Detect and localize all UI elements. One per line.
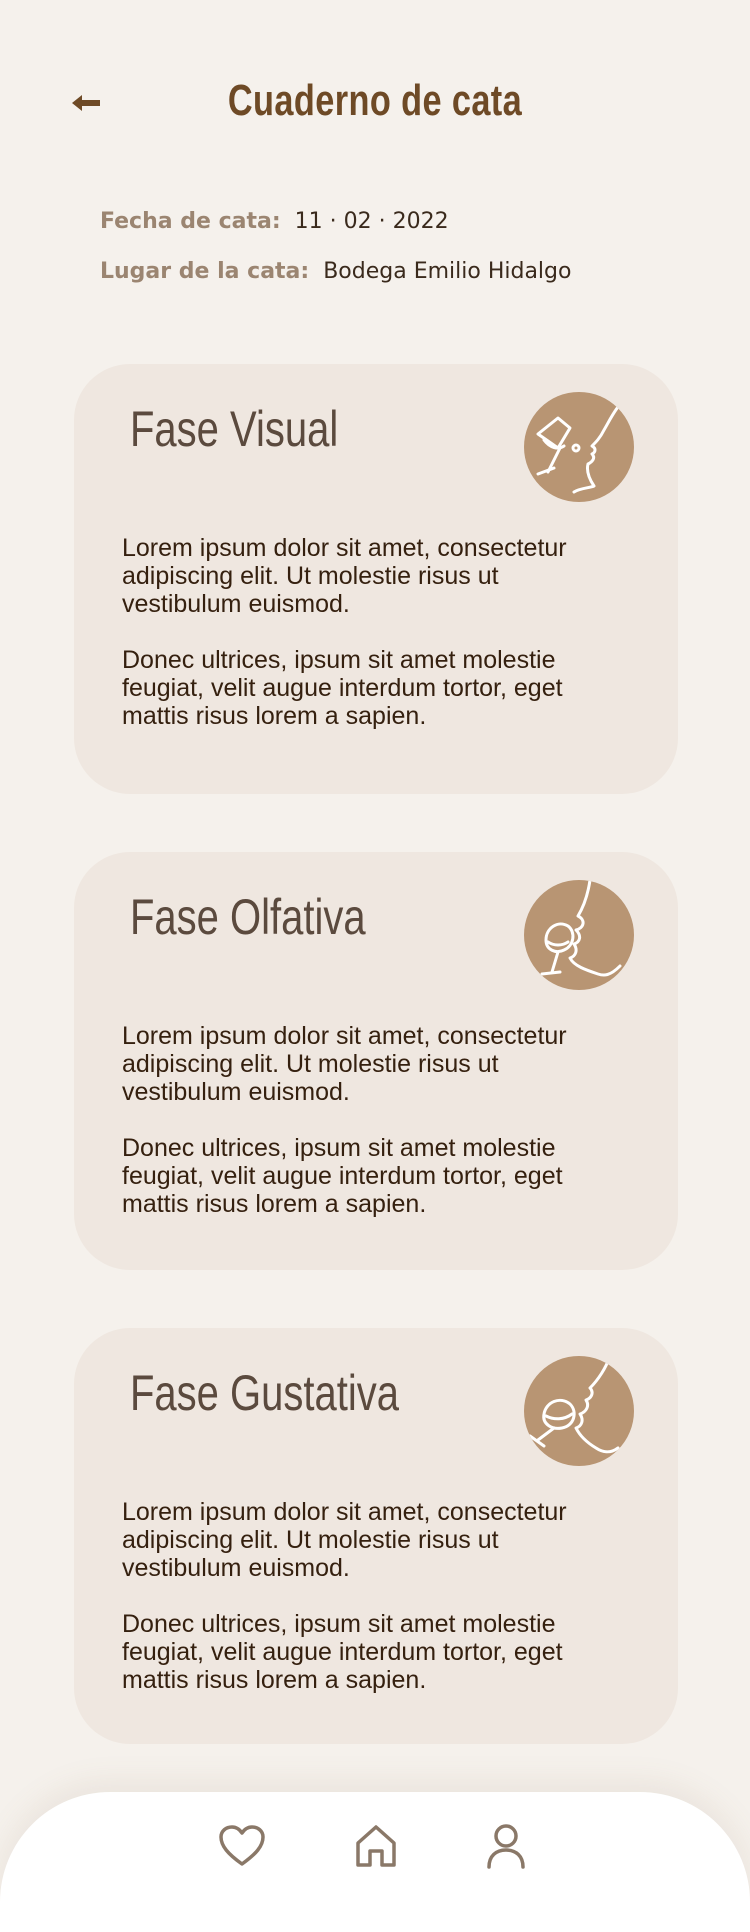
profile-button[interactable] — [478, 1818, 534, 1874]
place-label: Lugar de la cata: — [100, 258, 310, 284]
place-value: Bodega Emilio Hidalgo — [323, 258, 572, 284]
wine-glass-nose-icon — [524, 880, 634, 990]
bottom-nav — [0, 1792, 750, 1932]
wine-glass-eye-icon — [524, 392, 634, 502]
tasting-info — [100, 196, 571, 296]
card-paragraph: Donec ultrices, ipsum sit amet molestie feugiat, velit augue interdum tortor, eget mattis risus lorem a sapien. — [122, 646, 563, 730]
card-fase-olfativa[interactable] — [74, 852, 678, 1270]
card-title: Fase Olfativa — [130, 889, 366, 945]
card-paragraph: Lorem ipsum dolor sit amet, consectetur adipiscing elit. Ut molestie risus ut vestibulum euismod. — [122, 1498, 567, 1582]
card-paragraph: Lorem ipsum dolor sit amet, consectetur adipiscing elit. Ut molestie risus ut vestibulum euismod. — [122, 534, 567, 618]
card-paragraph: Donec ultrices, ipsum sit amet molestie feugiat, velit augue interdum tortor, eget mattis risus lorem a sapien. — [122, 1134, 563, 1218]
date-label: Fecha de cata: — [100, 208, 281, 234]
page-title: Cuaderno de cata — [227, 76, 523, 125]
user-icon — [485, 1823, 527, 1869]
card-paragraph: Lorem ipsum dolor sit amet, consectetur adipiscing elit. Ut molestie risus ut vestibulum euismod. — [122, 1022, 567, 1106]
home-icon — [354, 1823, 398, 1869]
home-button[interactable] — [348, 1818, 404, 1874]
wine-glass-mouth-icon — [524, 1356, 634, 1466]
card-paragraph: Donec ultrices, ipsum sit amet molestie feugiat, velit augue interdum tortor, eget mattis risus lorem a sapien. — [122, 1610, 563, 1694]
favorites-button[interactable] — [214, 1818, 270, 1874]
heart-icon — [218, 1824, 266, 1868]
card-text — [122, 1022, 608, 1246]
header — [0, 70, 750, 140]
card-fase-visual[interactable] — [74, 364, 678, 794]
date-row — [100, 196, 571, 246]
card-fase-gustativa[interactable] — [74, 1328, 678, 1744]
card-title: Fase Visual — [130, 401, 339, 457]
card-title: Fase Gustativa — [130, 1365, 400, 1421]
date-value: 11 · 02 · 2022 — [294, 208, 449, 234]
card-text — [122, 1498, 608, 1722]
place-row — [100, 246, 571, 296]
card-text — [122, 534, 608, 758]
